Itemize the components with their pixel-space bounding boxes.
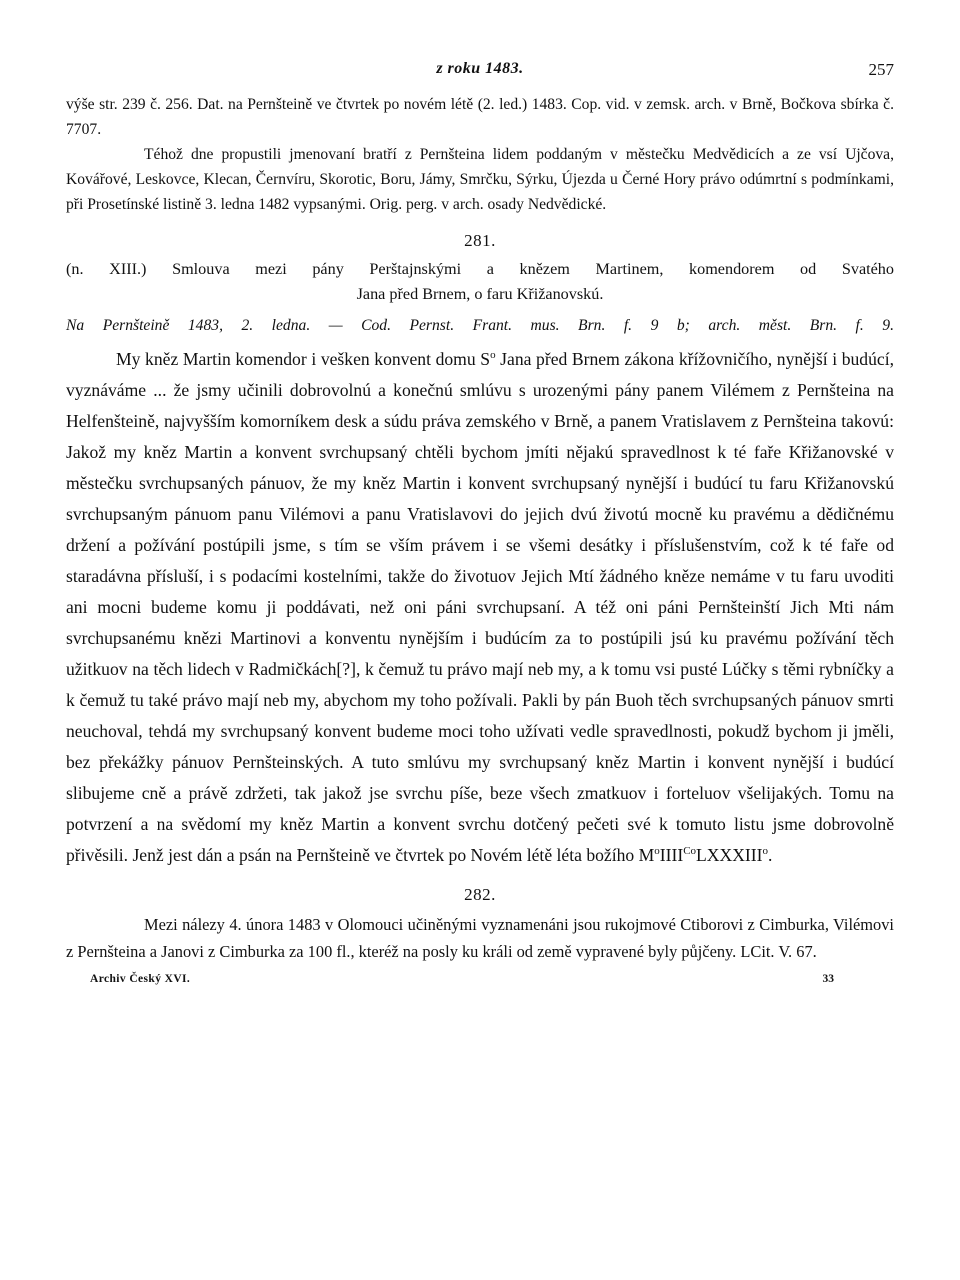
text-part-3: IIII [659,845,684,865]
entry-number-281: 281. [464,231,496,250]
running-head-title: z roku 1483. [436,60,524,77]
entry-282-paragraph: Mezi nálezy 4. února 1483 v Olomouci učiněnými vyznamenáni jsou rukojmové Ctiborovi z Cimburka, Vilémovi z Pernšteina a Janovi z Cimburka za 100 fl., kteréž na posly ku králi od země vypravené byly půjčeny. LCit. V. 67. [66,915,894,961]
text-part-1: My kněz Martin komendor i vešken konvent domu S [116,349,491,369]
footer-sheet-number: 33 [822,973,834,985]
note-paragraph-1: výše str. 239 č. 256. Dat. na Pernšteině ve čtvrtek po novém létě (2. led.) 1483. Cop. vid. v zemsk. arch. v Brně, Bočkova sbírka č. 7707. [66,96,894,138]
page-number: 257 [868,60,894,79]
entry-number-282: 282. [464,885,496,904]
page-footer [66,969,894,991]
entry-281-heading-line-2: Jana před Brnem, o faru Křižanovskú. [356,285,604,303]
superscript-o: o [654,845,660,858]
entry-281-heading [66,257,894,307]
preceding-note [66,92,894,217]
entry-281-text [66,344,894,871]
running-head [66,58,894,88]
text-part-2: Jana před Brnem zákona křížovničího, nynější i budúcí, vyznáváme ... že jsmy učinili dobrovolnú a konečnú smlúvu s urozenými pány panem Vilémem z Pernšteina na Helfenšteině, najvyšším komorníkem desk a súdu práva zemského v Brně, a panem Vratislavem z Pernšteina takovú: Jakož my kněz Martin a konvent svrchupsaný chtěli bychom jmíti nějakú spravedlnost k té faře Křižanovské v městečku svrchupsaných pánuov, že my kněz Martin i konvent svrchupsaný nynější i budúcí tu faru Křižanovskú svrchupsaným pánuom panu Vilémovi a panu Vratislavovi do jejich dvú životú mocně ku pravému a dědičnému držení a požívání postúpili jsme, s tím se vším právem i se všemi desátky i příslušenstvím, což k té faře od staradávna přísluší, i s podacími kostelními, takže do životuov Jejich Mtí žádného kněze nemáme v tu faru uvoditi ani mocni budeme komu ji poddávati, než oni páni svrchupsaní. A též oni páni Pernšteinští Jich Mti nám svrchupsanému knězi Martinovi a konventu nynějším i budúcím za to postúpili jsú ku pravému požívání těch užitkuov na těch lidech v Radmičkách[?], k čemuž tu právo mají neb my, a k tomu vsi pusté Lúčky s těmi rybníčky a k čemuž tu také právo mají neb my, abychom my toho požívali. Pakli by pán Buoh těch svrchupsaných pánuov smrti neuchoval, tehdá my svrchupsaný konvent budeme moci toho užívati vedle spravedlnosti, pokudž bychom ji jměli, bez překážky pánuov Pernšteinských. A tuto smlúvu my svrchupsaný kněz Martin i konvent nynější i budúcí slibujeme cně a právě zdržeti, tak jakož jse svrchu píše, beze všech zmatkuov i forteluov všelijakých. Tomu na potvrzení a na svědomí my kněz Martin a konvent svrchu dotčený pečeti své k tomuto listu jsme dobrovolně přivěsili. Jenž jest dán a psán na Pernšteině ve čtvrtek po Novém létě léta božího M [66,349,894,865]
entry-282-text [66,911,894,965]
entry-281-source: Na Pernšteině 1483, 2. ledna. — Cod. Pernst. Frant. mus. Brn. f. 9 b; arch. měst. Brn. f. 9. [66,317,894,334]
footer-signature: Archiv Český XVI. [90,973,191,985]
entry-281-paragraph [66,344,894,871]
note-paragraph-2: Téhož dne propustili jmenovaní bratří z Pernšteina lidem poddaným v městečku Medvědicích a ze vsí Ujčova, Kovářové, Leskovce, Klecan, Černvíru, Skorotic, Boru, Jámy, Smrčku, Sýrku, Újezda u Černé Hory právo odúmrtní s podmínkami, při Prosetínské listině 3. ledna 1482 vypsanými. Orig. perg. v arch. osady Nedvědické. [66,146,894,213]
text-part-4: LXXXIII [696,845,763,865]
superscript-o: o [762,845,768,858]
superscript-co: Co [683,845,697,858]
superscript-o: o [490,349,496,362]
text-part-5: . [767,845,773,865]
entry-281-heading-line-1: (n. XIII.) Smlouva mezi pány Perštajnskými a knězem Martinem, komendorem od Svatého [66,260,894,278]
